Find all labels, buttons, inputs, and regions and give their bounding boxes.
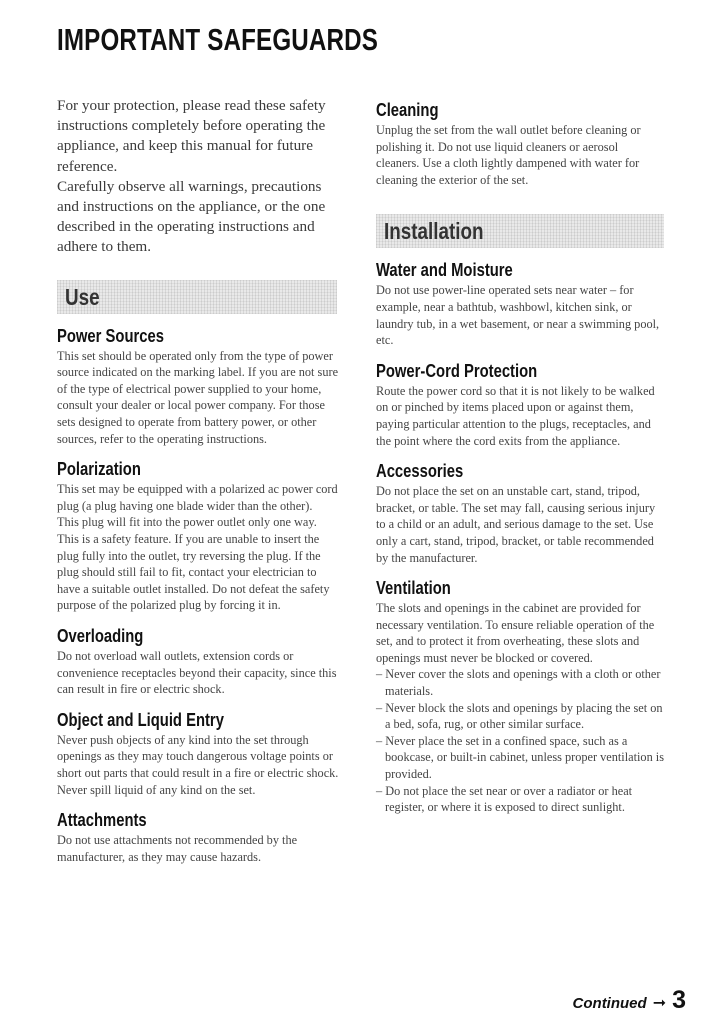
section-title: Cleaning [376,99,439,120]
section-paragraph: The slots and openings in the cabinet are provided for necessary ventilation. To ensure reliable operation of the set, and to protect it from overheating, these slots and openings must never be blocked or covered. [376,601,655,665]
section-title: Overloading [57,624,144,646]
page-title: IMPORTANT SAFEGUARDS [57,22,379,57]
section-power-sources [57,324,339,448]
section-title: Ventilation [376,577,451,599]
page-number: 3 [672,986,686,1014]
list-item: – Never cover the slots and openings with a cloth or other materials. [376,667,661,699]
list-item: – Do not place the set near or over a radiator or heat register, or where it is exposed to direct sunlight. [376,783,633,815]
section-paragraph: Do not overload wall outlets, extension cords or convenience receptacles beyond their capacity, since this can result in fire or electric shock. [57,648,337,697]
section-title: Power-Cord Protection [376,359,538,381]
section-paragraph: This set may be equipped with a polarized ac power cord plug (a plug having one blade wider than the other). [57,482,338,513]
section-band-installation [376,214,664,248]
right-column [376,98,664,816]
section-paragraph: Route the power cord so that it is not likely to be walked on or pinched by items placed upon or against them, paying particular attention to the plugs, receptacles, and the point where the cord exits from the appliance. [376,383,655,448]
section-paragraph: This set should be operated only from the type of power source indicated on the marking label. If you are not sure of the type of electrical power supplied to your home, consult your dealer or local power company. For those sets designed to operate from battery power, or other sources, refer to the operating instructions. [57,348,339,446]
section-paragraph: Do not use attachments not recommended by the manufacturer, as they may cause hazards. [57,833,298,864]
intro [57,96,339,258]
band-label-use: Use [65,283,100,310]
section-attachments [57,808,339,865]
section-cleaning [376,98,664,188]
section-paragraph: Do not use power-line operated sets near water – for example, near a bathtub, washbowl, kitchen sink, or laundry tub, in a wet basement, or near a swimming pool, etc. [376,283,660,348]
section-ventilation [376,576,664,816]
section-accessories [376,459,664,566]
section-paragraph: This plug will fit into the power outlet only one way. This is a safety feature. If you are unable to insert the plug fully into the outlet, try reversing the plug. If the plug should still fail to fit, contact your electrician to have a suitable outlet installed. Do not defeat the safety purpose of the polarized plug by forcing it in. [57,515,330,613]
intro-paragraph: For your protection, please read these safety instructions completely before operating the appliance, and keep this manual for future reference. [57,97,326,175]
section-title: Polarization [57,458,141,480]
section-band-use [57,280,337,314]
page-footer [573,986,686,1015]
section-title: Water and Moisture [376,259,513,281]
band-label-installation: Installation [384,218,484,245]
section-paragraph: Do not place the set on an unstable cart, stand, tripod, bracket, or table. The set may fall, causing serious injury to a child or an adult, and serious damage to the set. Use only a cart, stand, tripod, bracket, or table recommended by the manufacturer. [376,484,656,565]
ventilation-list [376,666,664,815]
section-title: Attachments [57,809,147,831]
continued-label: Continued [572,995,647,1012]
section-object-liquid-entry [57,708,339,798]
section-title: Accessories [376,460,464,482]
section-water-moisture [376,258,664,348]
intro-paragraph: Carefully observe all warnings, precautions and instructions on the appliance, or the one described in the operating instructions and adhere to them. [57,177,326,256]
section-paragraph: Never push objects of any kind into the set through openings as they may touch dangerous voltage points or short out parts that could result in a fire or electric shock. Never spill liquid of any kind on the set. [57,732,339,797]
section-polarization [57,457,339,614]
section-power-cord-protection [376,359,664,449]
left-column [57,96,339,865]
section-paragraph: Unplug the set from the wall outlet before cleaning or polishing it. Do not use liquid cleaners or aerosol cleaners. Use a cloth lightly dampened with water for cleaning the exterior of the set. [376,123,641,187]
section-title: Object and Liquid Entry [57,708,224,730]
list-item: – Never block the slots and openings by placing the set on a bed, sofa, rug, or other similar surface. [376,700,663,732]
section-overloading [57,624,339,698]
arrow-right-icon: ➞ [652,995,667,1012]
list-item: – Never place the set in a confined space, such as a bookcase, or built-in cabinet, unless proper ventilation is provided. [376,733,665,782]
section-title: Power Sources [57,324,164,346]
